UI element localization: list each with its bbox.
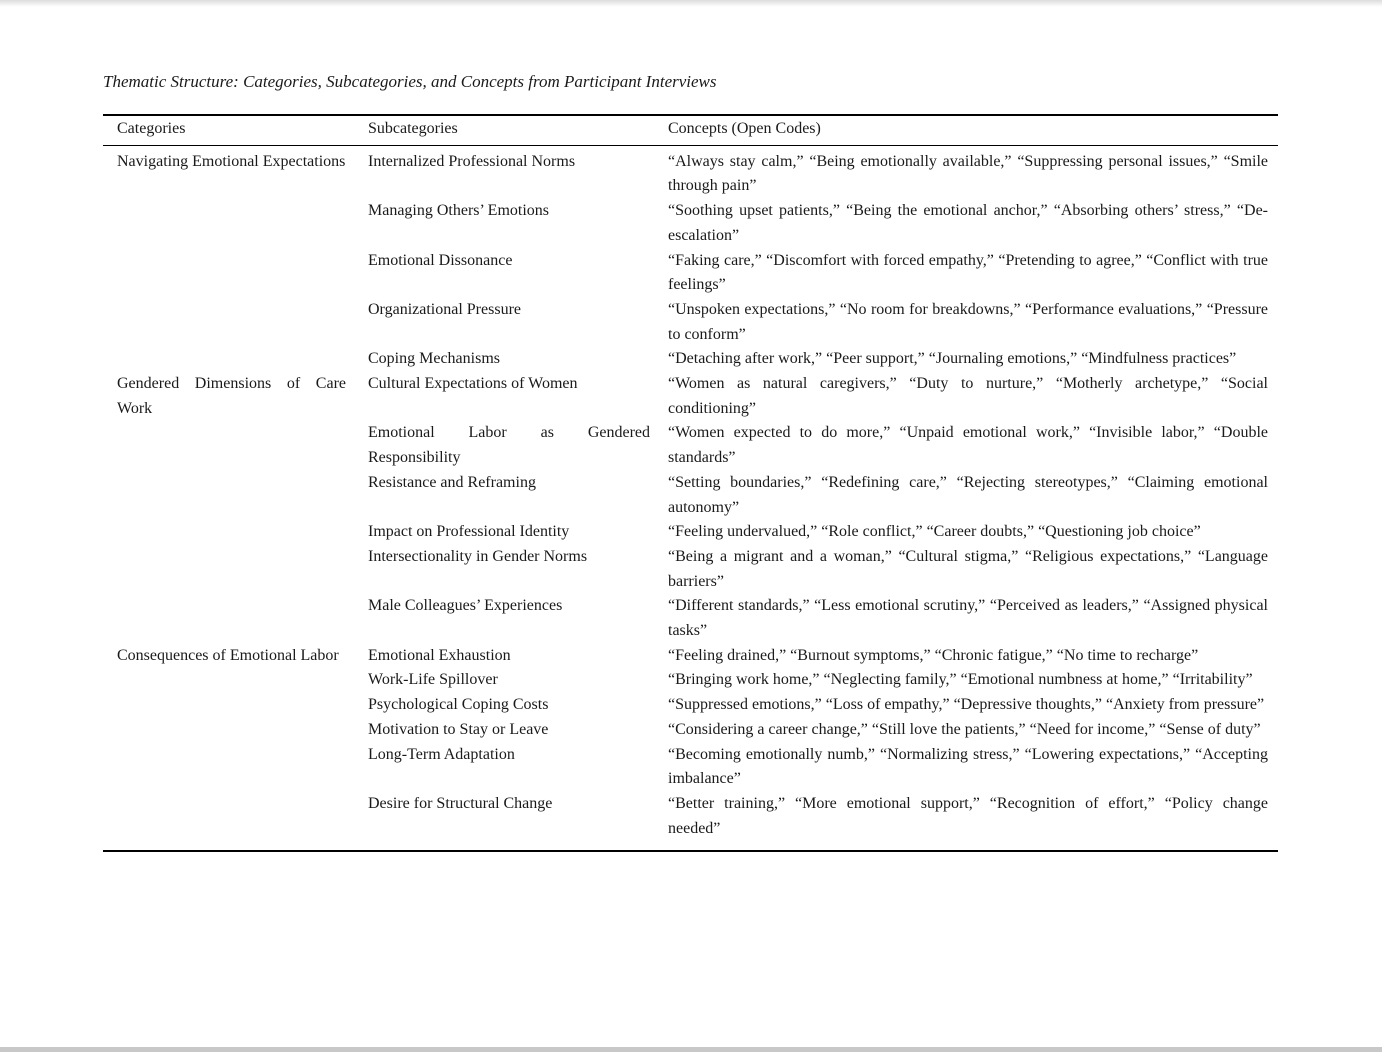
concepts-cell: “Bringing work home,” “Neglecting family,” “Emotional numbness at home,” “Irritability”	[668, 671, 1253, 689]
table-row	[368, 520, 1278, 545]
subcategory-cell: Impact on Professional Identity	[368, 523, 570, 541]
category-cell: Navigating Emotional Expectations	[117, 152, 346, 170]
table-row	[368, 199, 1278, 248]
table-row	[368, 372, 1278, 421]
subcategory-cell: Managing Others’ Emotions	[368, 202, 550, 220]
concepts-cell: “Setting boundaries,” “Redefining care,” “Rejecting stereotypes,” “Claiming emotional autonomy”	[668, 473, 1268, 516]
table-header-row	[103, 116, 1278, 146]
subcategory-cell: Resistance and Reframing	[368, 473, 536, 491]
category-group	[103, 644, 1278, 842]
concepts-cell: “Better training,” “More emotional support,” “Recognition of effort,” “Policy change needed”	[668, 794, 1268, 837]
concepts-cell: “Considering a career change,” “Still love the patients,” “Need for income,” “Sense of duty”	[668, 720, 1261, 738]
concepts-cell: “Women expected to do more,” “Unpaid emotional work,” “Invisible labor,” “Double standards”	[668, 424, 1268, 467]
concepts-cell: “Feeling drained,” “Burnout symptoms,” “Chronic fatigue,” “No time to recharge”	[668, 646, 1199, 664]
screen-top-edge	[0, 0, 1382, 7]
table-row	[368, 594, 1278, 643]
concepts-cell: “Unspoken expectations,” “No room for breakdowns,” “Performance evaluations,” “Pressure to conform”	[668, 300, 1268, 343]
concepts-cell: “Feeling undervalued,” “Role conflict,” “Career doubts,” “Questioning job choice”	[668, 523, 1201, 541]
table-row	[368, 421, 1278, 470]
table-row	[368, 249, 1278, 298]
concepts-cell: “Different standards,” “Less emotional scrutiny,” “Perceived as leaders,” “Assigned physical tasks”	[668, 597, 1268, 640]
subcategory-cell: Internalized Professional Norms	[368, 152, 576, 170]
subcategory-cell: Male Colleagues’ Experiences	[368, 597, 563, 615]
table-row	[368, 693, 1278, 718]
concepts-cell: “Becoming emotionally numb,” “Normalizing stress,” “Lowering expectations,” “Accepting imbalance”	[668, 745, 1268, 788]
concepts-cell: “Faking care,” “Discomfort with forced empathy,” “Pretending to agree,” “Conflict with true feelings”	[668, 251, 1268, 294]
subcategory-cell: Coping Mechanisms	[368, 350, 500, 368]
subcategory-cell: Cultural Expectations of Women	[368, 375, 578, 393]
thematic-structure-table	[103, 114, 1278, 852]
table-row	[368, 545, 1278, 594]
concepts-cell: “Suppressed emotions,” “Loss of empathy,” “Depressive thoughts,” “Anxiety from pressure”	[668, 696, 1265, 714]
table-row	[368, 668, 1278, 693]
table-row	[368, 347, 1278, 372]
table-title: Thematic Structure: Categories, Subcategories, and Concepts from Participant Interviews	[103, 72, 717, 91]
subcategory-cell: Emotional Dissonance	[368, 251, 513, 269]
category-group	[103, 150, 1278, 372]
table-body	[103, 146, 1278, 851]
subcategory-cell: Psychological Coping Costs	[368, 696, 549, 714]
subcategory-cell: Emotional Exhaustion	[368, 646, 511, 664]
table-row	[368, 718, 1278, 743]
concepts-cell: “Being a migrant and a woman,” “Cultural stigma,” “Religious expectations,” “Language barriers”	[668, 547, 1268, 590]
screen-bottom-bar	[0, 1047, 1382, 1052]
category-group	[103, 372, 1278, 644]
table-row	[368, 743, 1278, 792]
concepts-cell: “Women as natural caregivers,” “Duty to nurture,” “Motherly archetype,” “Social conditioning”	[668, 375, 1268, 417]
group-rows	[368, 644, 1278, 842]
header-concepts: Concepts (Open Codes)	[668, 120, 821, 137]
table-row	[368, 792, 1278, 841]
table-row	[368, 150, 1278, 199]
table-row	[368, 644, 1278, 669]
subcategory-cell: Emotional Labor as Gendered Responsibility	[368, 424, 650, 467]
subcategory-cell: Long-Term Adaptation	[368, 745, 515, 763]
subcategory-cell: Desire for Structural Change	[368, 794, 553, 812]
group-rows	[368, 150, 1278, 372]
group-rows	[368, 372, 1278, 644]
header-categories: Categories	[117, 120, 186, 137]
table-row	[368, 471, 1278, 520]
category-cell: Gendered Dimensions of Care Work	[117, 375, 346, 417]
concepts-cell: “Always stay calm,” “Being emotionally available,” “Suppressing personal issues,” “Smile through pain”	[668, 152, 1268, 195]
subcategory-cell: Motivation to Stay or Leave	[368, 720, 549, 738]
concepts-cell: “Detaching after work,” “Peer support,” “Journaling emotions,” “Mindfulness practices”	[668, 350, 1237, 368]
subcategory-cell: Intersectionality in Gender Norms	[368, 547, 588, 565]
subcategory-cell: Organizational Pressure	[368, 300, 521, 318]
concepts-cell: “Soothing upset patients,” “Being the emotional anchor,” “Absorbing others’ stress,” “De-escalation”	[668, 202, 1268, 244]
header-subcategories: Subcategories	[368, 120, 458, 137]
subcategory-cell: Work-Life Spillover	[368, 671, 498, 689]
table-row	[368, 298, 1278, 347]
category-cell: Consequences of Emotional Labor	[117, 646, 339, 664]
